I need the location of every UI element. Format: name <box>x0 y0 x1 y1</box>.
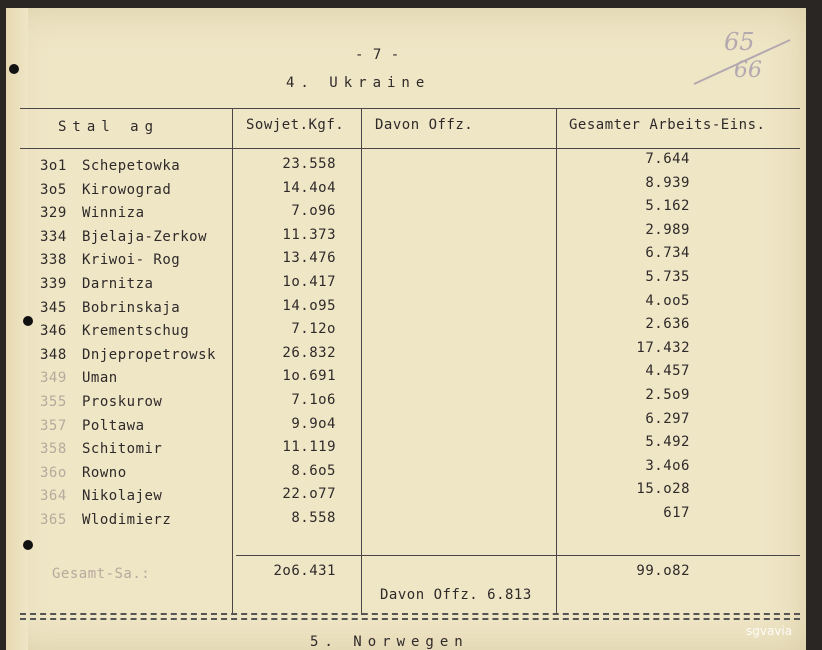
sowjet-kgf-value: 7.o96 <box>291 203 336 219</box>
sowjet-kgf-value: 11.119 <box>282 439 336 455</box>
section-title: 4. Ukraine <box>286 75 431 91</box>
stalag-name: Schitomir <box>82 441 163 457</box>
sowjet-kgf-value: 23.558 <box>282 156 336 172</box>
arbeits-einsatz-value: 6.734 <box>645 245 690 261</box>
arbeits-einsatz-value: 2.5o9 <box>645 387 690 403</box>
column-divider <box>361 108 362 615</box>
sowjet-kgf-value: 1o.417 <box>282 274 336 290</box>
sowjet-kgf-value: 8.6o5 <box>291 463 336 479</box>
arbeits-einsatz-value: 7.644 <box>645 151 690 167</box>
arbeits-einsatz-value: 15.o28 <box>636 481 690 497</box>
sowjet-kgf-value: 9.9o4 <box>291 416 336 432</box>
sowjet-kgf-value: 14.4o4 <box>282 180 336 196</box>
column-divider <box>556 108 557 615</box>
stalag-number: 345 <box>40 300 67 316</box>
double-rule <box>20 618 800 620</box>
arbeits-einsatz-value: 4.oo5 <box>645 293 690 309</box>
page-binding-edge <box>6 8 28 650</box>
handwritten-stroke <box>690 34 800 92</box>
stalag-name: Rowno <box>82 465 127 481</box>
table-top-rule <box>20 108 800 109</box>
arbeits-einsatz-value: 8.939 <box>645 175 690 191</box>
stalag-name: Kriwoi- Rog <box>82 252 181 268</box>
stalag-number: 355 <box>40 394 67 410</box>
header-arbeits-einsatz: Gesamter Arbeits-Eins. <box>569 117 766 133</box>
stalag-name: Nikolajew <box>82 488 163 504</box>
sowjet-kgf-value: 1o.691 <box>282 368 336 384</box>
handwritten-note-bottom: 66 <box>734 58 762 83</box>
stalag-number: 334 <box>40 229 67 245</box>
double-rule <box>20 613 800 615</box>
stalag-number: 357 <box>40 418 67 434</box>
stalag-number: 339 <box>40 276 67 292</box>
sowjet-kgf-value: 13.476 <box>282 250 336 266</box>
next-section-title: 5. Norwegen <box>310 634 469 650</box>
arbeits-einsatz-value: 17.432 <box>636 340 690 356</box>
stalag-number: 358 <box>40 441 67 457</box>
stalag-name: Dnjepropetrowsk <box>82 347 216 363</box>
total-kgf: 2o6.431 <box>273 563 336 579</box>
stalag-name: Winniza <box>82 205 145 221</box>
stalag-number: 338 <box>40 252 67 268</box>
stalag-number: 3o5 <box>40 182 67 198</box>
sowjet-kgf-value: 14.o95 <box>282 298 336 314</box>
sowjet-kgf-value: 22.o77 <box>282 486 336 502</box>
header-davon-offz: Davon Offz. <box>375 117 474 133</box>
sowjet-kgf-value: 7.12o <box>291 321 336 337</box>
stalag-number: 329 <box>40 205 67 221</box>
table-total-rule <box>236 555 800 556</box>
sowjet-kgf-value: 26.832 <box>282 345 336 361</box>
total-arbeit: 99.o82 <box>636 563 690 579</box>
column-divider <box>232 108 233 615</box>
arbeits-einsatz-value: 5.162 <box>645 198 690 214</box>
punch-hole <box>9 64 19 74</box>
stalag-number: 348 <box>40 347 67 363</box>
stalag-name: Bobrinskaja <box>82 300 181 316</box>
table-header-rule <box>20 148 800 149</box>
stalag-name: Kirowograd <box>82 182 172 198</box>
stalag-number: 36o <box>40 465 67 481</box>
page-number: - 7 - <box>355 47 400 63</box>
watermark: sgvavia <box>746 624 793 638</box>
arbeits-einsatz-value: 617 <box>663 505 690 521</box>
stalag-name: Wlodimierz <box>82 512 172 528</box>
stalag-name: Poltawa <box>82 418 145 434</box>
stalag-name: Krementschug <box>82 323 190 339</box>
stalag-number: 364 <box>40 488 67 504</box>
stalag-number: 349 <box>40 370 67 386</box>
stalag-name: Darnitza <box>82 276 154 292</box>
stalag-name: Uman <box>82 370 118 386</box>
punch-hole <box>23 540 33 550</box>
sowjet-kgf-value: 8.558 <box>291 510 336 526</box>
arbeits-einsatz-value: 3.4o6 <box>645 458 690 474</box>
arbeits-einsatz-value: 5.492 <box>645 434 690 450</box>
total-davon-offz: Davon Offz. 6.813 <box>380 587 532 603</box>
punch-hole <box>23 316 33 326</box>
stalag-number: 365 <box>40 512 67 528</box>
sowjet-kgf-value: 11.373 <box>282 227 336 243</box>
arbeits-einsatz-value: 6.297 <box>645 411 690 427</box>
stalag-name: Schepetowka <box>82 158 181 174</box>
arbeits-einsatz-value: 2.636 <box>645 316 690 332</box>
stalag-number: 3o1 <box>40 158 67 174</box>
sowjet-kgf-value: 7.1o6 <box>291 392 336 408</box>
arbeits-einsatz-value: 2.989 <box>645 222 690 238</box>
stalag-number: 346 <box>40 323 67 339</box>
handwritten-note-top: 65 <box>724 28 755 56</box>
total-label: Gesamt-Sa.: <box>52 566 151 582</box>
header-stalag: Stal ag <box>58 119 160 135</box>
stalag-name: Proskurow <box>82 394 163 410</box>
arbeits-einsatz-value: 5.735 <box>645 269 690 285</box>
header-sowjet-kgf: Sowjet.Kgf. <box>246 117 345 133</box>
stalag-name: Bjelaja-Zerkow <box>82 229 208 245</box>
arbeits-einsatz-value: 4.457 <box>645 363 690 379</box>
